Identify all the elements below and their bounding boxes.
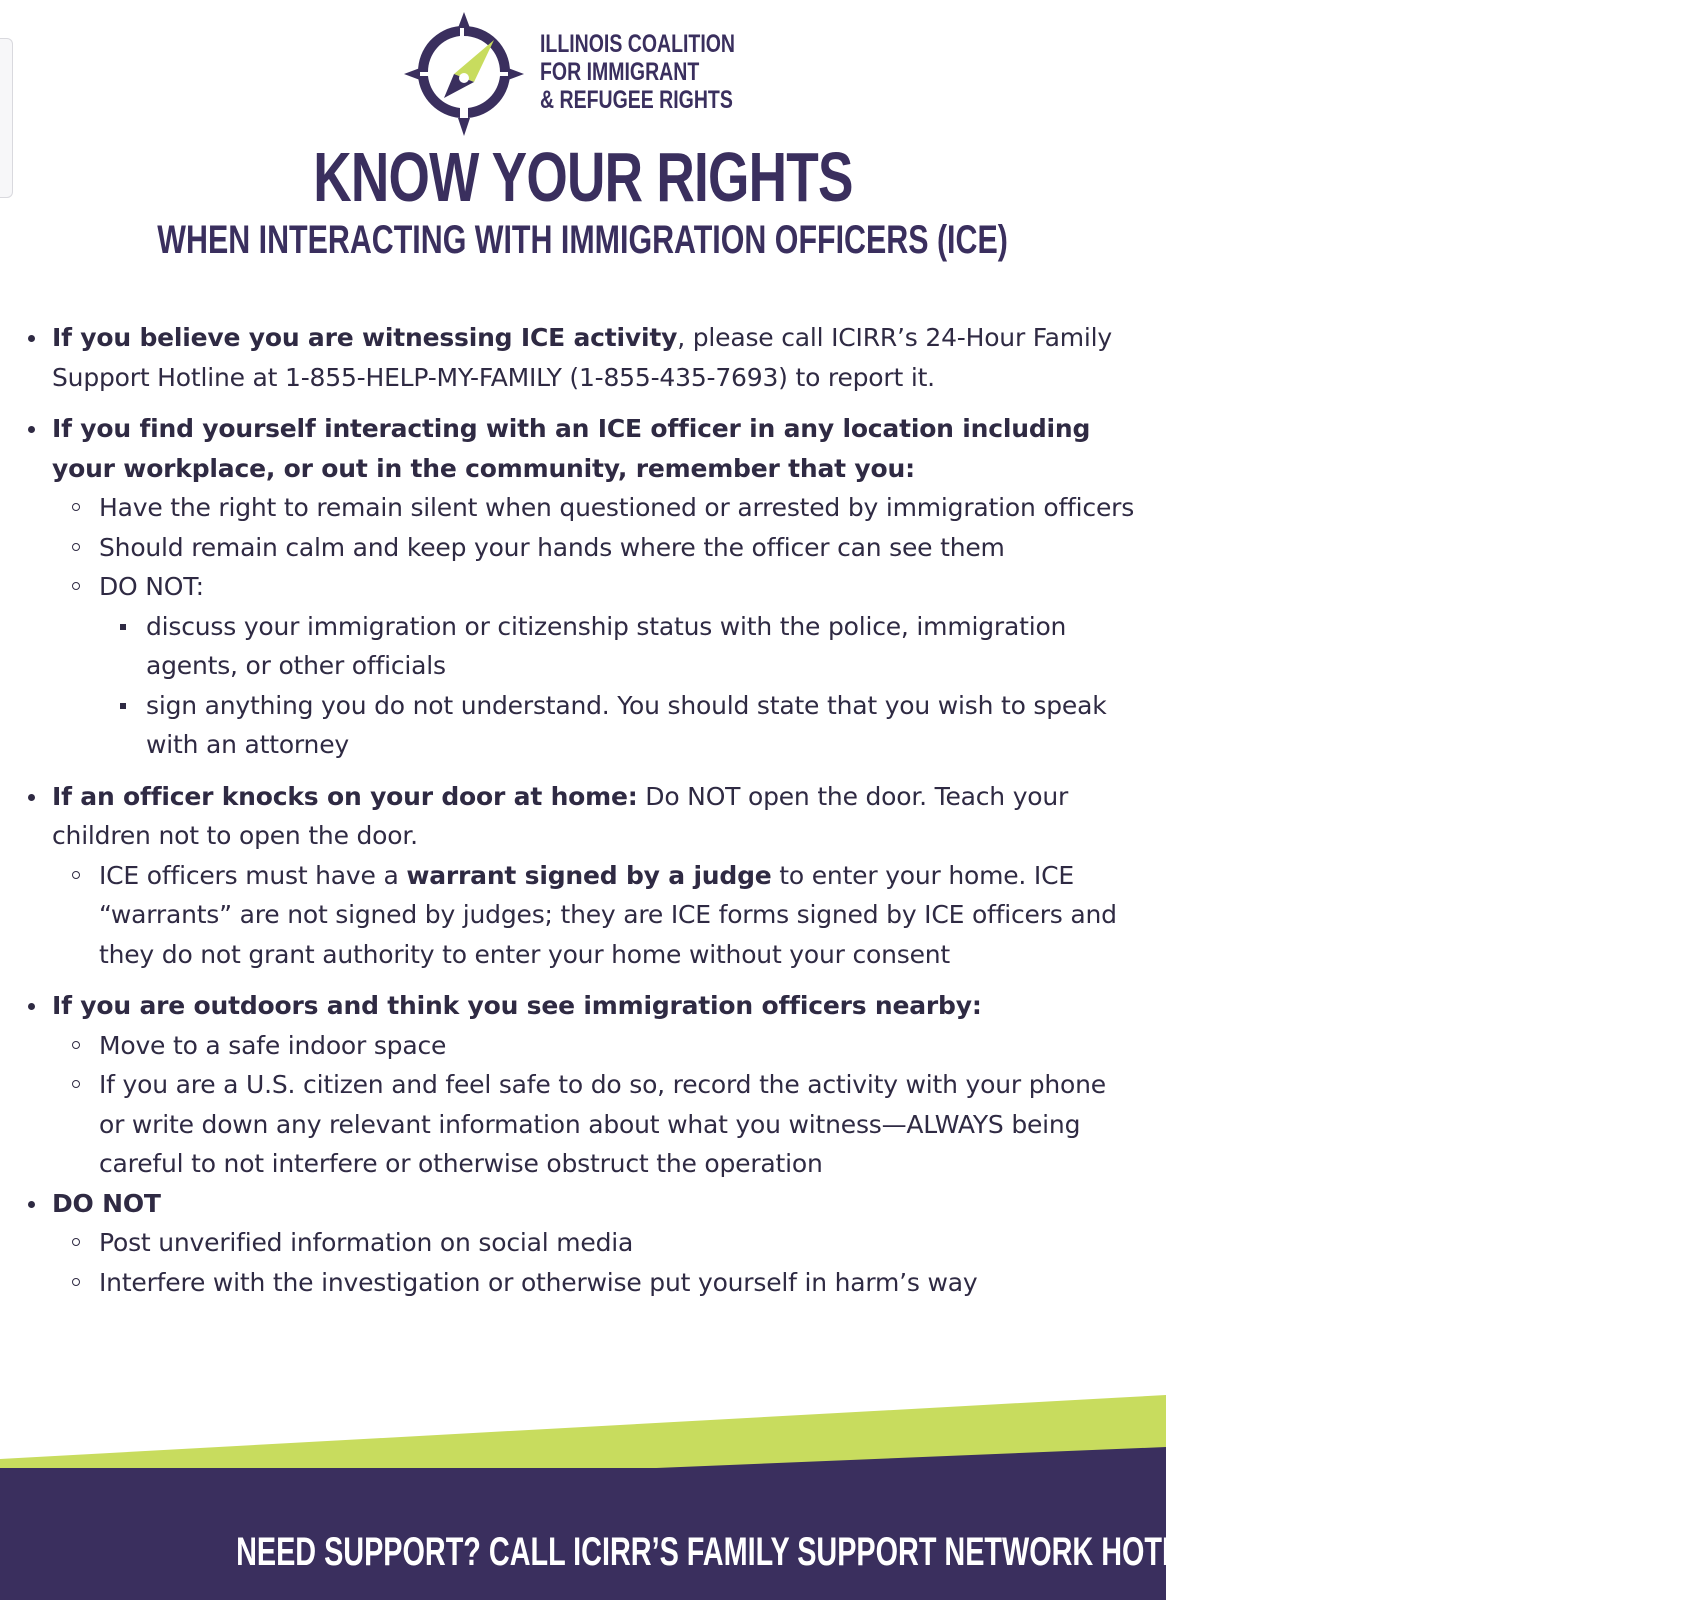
- do-not-item: discuss your immigration or citizenship status with the police, immigration agents, or other officials: [99, 607, 1138, 686]
- support-hotline-text: NEED SUPPORT? CALL ICIRR’S FAMILY SUPPORT NETWORK HOTLINE: 1-855-435-7693: [236, 1530, 1451, 1574]
- sub-item-warrant: ICE officers must have a warrant signed by a judge to enter your home. ICE “warrants” are not signed by judges; they are ICE forms signed by ICE officers and they do not grant authority to enter your home without your consent: [52, 856, 1138, 975]
- sub-item: Move to a safe indoor space: [52, 1026, 1138, 1066]
- sub-item-do-not: DO NOT: discuss your immigration or citizenship status with the police, immigration agents, or other officials sign anything you do not understand. You should state that you wish to speak with an attorney: [52, 567, 1138, 765]
- organization-name: [540, 30, 735, 114]
- do-not-item: sign anything you do not understand. You should state that you wish to speak with an attorney: [99, 686, 1138, 765]
- list-item-witnessing: If you believe you are witnessing ICE activity, please call ICIRR’s 24-Hour Family Support Hotline at 1-855-HELP-MY-FAMILY (1-855-435-7693) to report it.: [0, 318, 1166, 397]
- list-item-door: If an officer knocks on your door at home: Do NOT open the door. Teach your children not to open the door. ICE officers must have a warrant signed by a judge to enter your home. ICE “warrants” are not signed by judges; they are ICE forms signed by ICE officers and they do not grant authority to enter your home without your consent: [0, 777, 1166, 975]
- compass-icon: [404, 12, 524, 136]
- list-item-interacting: If you find yourself interacting with an ICE officer in any location including your workplace, or out in the community, remember that you: Have the right to remain silent when questioned or arrested by immigration officers Should remain calm and keep your hands where the officer can see them DO NOT: discuss your immigration or citizenship status with the police, immigration agents, or other officials sign anything you do not understand. You should state that you wish to speak with an attorney: [0, 409, 1166, 765]
- sub-item: Have the right to remain silent when questioned or arrested by immigration officers: [52, 488, 1138, 528]
- sub-item: Post unverified information on social media: [52, 1223, 1138, 1263]
- list-item-do-not: DO NOT Post unverified information on social media Interfere with the investigation or otherwise put yourself in harm’s way: [0, 1184, 1166, 1303]
- org-name-line: FOR IMMIGRANT: [540, 58, 700, 86]
- header: [0, 8, 1166, 138]
- sub-item: Interfere with the investigation or otherwise put yourself in harm’s way: [52, 1263, 1138, 1303]
- sub-item: Should remain calm and keep your hands where the officer can see them: [52, 528, 1138, 568]
- rights-list: [0, 318, 1166, 1314]
- page-subtitle: WHEN INTERACTING WITH IMMIGRATION OFFICERS (ICE): [157, 218, 1009, 262]
- page-title: KNOW YOUR RIGHTS: [313, 138, 853, 216]
- org-name-line: ILLINOIS COALITION: [540, 30, 735, 58]
- org-name-line: & REFUGEE RIGHTS: [540, 86, 733, 114]
- sub-item: If you are a U.S. citizen and feel safe to do so, record the activity with your phone or write down any relevant information about what you witness—ALWAYS being careful to not interfere or otherwise obstruct the operation: [52, 1065, 1138, 1184]
- list-item-outdoors: If you are outdoors and think you see immigration officers nearby: Move to a safe indoor space If you are a U.S. citizen and feel safe to do so, record the activity with your phone or write down any relevant information about what you witness—ALWAYS being careful to not interfere or otherwise obstruct the operation: [0, 986, 1166, 1184]
